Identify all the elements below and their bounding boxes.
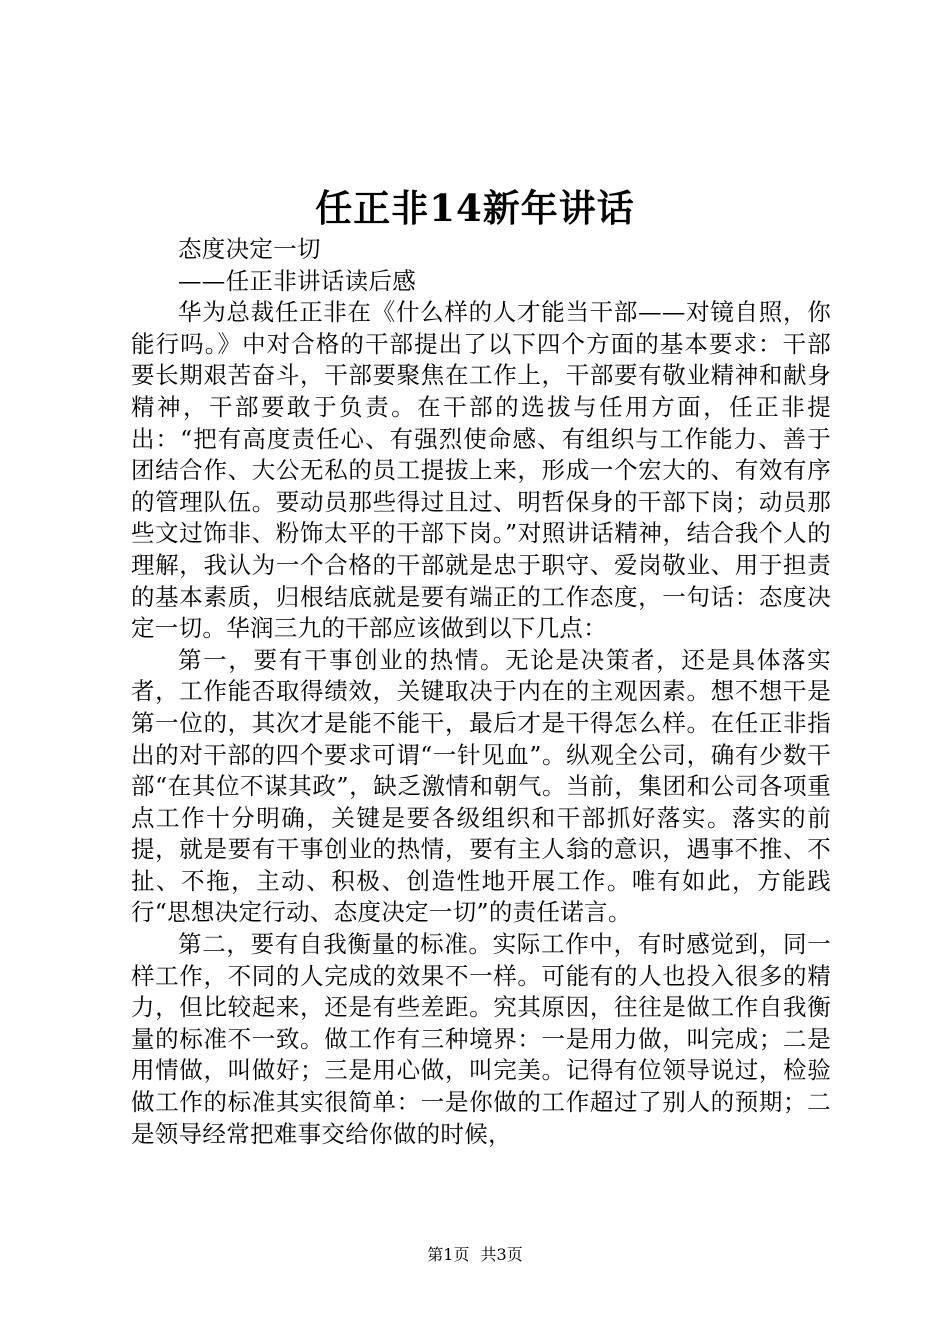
document-title: 任正非14新年讲话 [315, 186, 635, 230]
page-number-current: 第1页 [427, 1245, 470, 1264]
subtitle-main: 态度决定一切 [178, 235, 321, 263]
paragraph-intro: 华为总裁任正非在《什么样的人才能当干部——对镜自照，你能行吗。》中对合格的干部提出了以下四个方面的基本要求：干部要长期艰苦奋斗，干部要聚焦在工作上，干部要有敬业精神和献身精神，干部要敢于负责。在干部的选拔与任用方面，任正非提出：“把有高度责任心、有强烈使命感、有组织与工作能力、善于团结合作、大公无私的员工提拔上来，形成一个宏大的、有效有序的管理队伍。要动员那些得过且过、明哲保身的干部下岗；动员那些文过饰非、粉饰太平的干部下岗。”对照讲话精神，结合我个人的理解，我认为一个合格的干部就是忠于职守、爱岗敬业、用于担责的基本素质，归根结底就是要有端正的工作态度，一句话：态度决定一切。华润三九的干部应该做到以下几点： [131, 298, 831, 643]
subtitle-secondary: ——任正非讲话读后感 [178, 266, 416, 295]
paragraph-first-point: 第一，要有干事创业的热情。无论是决策者，还是具体落实者，工作能否取得绩效，关键取决于内在的主观因素。想不想干是第一位的，其次才是能不能干，最后才是干得怎么样。在任正非指出的对干部的四个要求可谓“一针见血”。纵观全公司，确有少数干部“在其位不谋其政”，缺乏激情和朝气。当前，集团和公司各项重点工作十分明确，关键是要各级组织和干部抓好落实。落实的前提，就是要有干事创业的热情，要有主人翁的意识，遇事不推、不扯、不拖，主动、积极、创造性地开展工作。唯有如此，方能践行“思想决定行动、态度决定一切”的责任诺言。 [131, 645, 831, 927]
page-number-total: 共3页 [480, 1245, 523, 1264]
paragraph-second-point: 第二，要有自我衡量的标准。实际工作中，有时感觉到，同一样工作，不同的人完成的效果不一样。可能有的人也投入很多的精力，但比较起来，还是有些差距。究其原因，往往是做工作自我衡量的标准不一致。做工作有三种境界：一是用力做，叫完成；二是用情做，叫做好；三是用心做，叫完美。记得有位领导说过，检验做工作的标准其实很简单：一是你做的工作超过了别人的预期；二是领导经常把难事交给你做的时候， [131, 930, 831, 1148]
document-body [131, 234, 831, 1150]
page-footer [0, 1245, 950, 1265]
